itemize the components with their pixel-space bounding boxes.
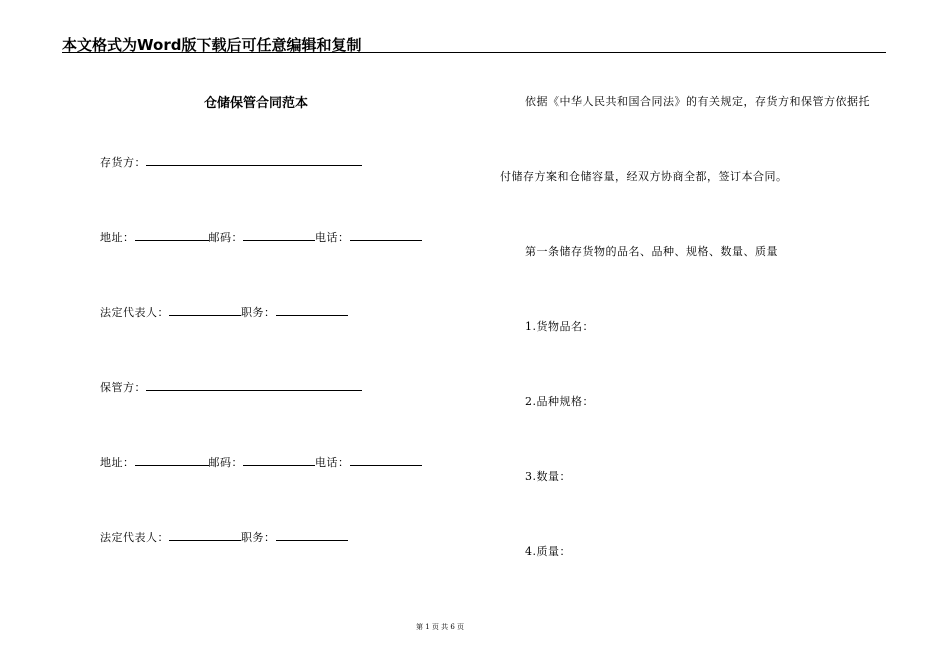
depositor-blank (146, 153, 362, 166)
intro-line-1: 依据《中华人民共和国合同法》的有关规定，存货方和保管方依据托 (525, 95, 870, 108)
representative-blank-2 (169, 528, 241, 541)
postcode-label-1: 邮码： (208, 231, 243, 244)
intro-line-2: 付储存方案和仓储容量，经双方协商全都，签订本合同。 (500, 170, 788, 183)
position-label-1: 职务： (241, 306, 276, 319)
item-goods-name: 1.货物品名： (525, 320, 594, 333)
representative-line-2 (100, 528, 348, 545)
representative-label-1: 法定代表人： (100, 306, 169, 319)
phone-label-1: 电话： (315, 231, 350, 244)
position-label-2: 职务： (241, 531, 276, 544)
page-footer: 第 1 页 共 6 页 (415, 623, 465, 631)
depositor-line (100, 153, 362, 170)
keeper-label: 保管方： (100, 381, 146, 394)
representative-line-1 (100, 303, 348, 320)
address-blank-2 (135, 453, 209, 466)
item-quality: 4.质量： (525, 545, 571, 558)
representative-label-2: 法定代表人： (100, 531, 169, 544)
keeper-blank (146, 378, 362, 391)
address-label-1: 地址： (100, 231, 135, 244)
phone-blank-1 (350, 228, 422, 241)
item-specification: 2.品种规格： (525, 395, 594, 408)
representative-blank-1 (169, 303, 241, 316)
postcode-label-2: 邮码： (208, 456, 243, 469)
phone-label-2: 电话： (315, 456, 350, 469)
address-line-1 (100, 228, 422, 245)
address-line-2 (100, 453, 422, 470)
item-quantity: 3.数量： (525, 470, 571, 483)
address-blank-1 (135, 228, 209, 241)
depositor-label: 存货方： (100, 156, 146, 169)
address-label-2: 地址： (100, 456, 135, 469)
article-1-heading: 第一条储存货物的品名、品种、规格、数量、质量 (525, 245, 778, 258)
postcode-blank-1 (243, 228, 315, 241)
phone-blank-2 (350, 453, 422, 466)
keeper-line (100, 378, 362, 395)
position-blank-2 (276, 528, 348, 541)
header-divider (62, 52, 886, 53)
position-blank-1 (276, 303, 348, 316)
document-banner: 本文格式为Word版下载后可任意编辑和复制 (62, 36, 362, 54)
postcode-blank-2 (243, 453, 315, 466)
document-title: 仓储保管合同范本 (204, 96, 309, 111)
